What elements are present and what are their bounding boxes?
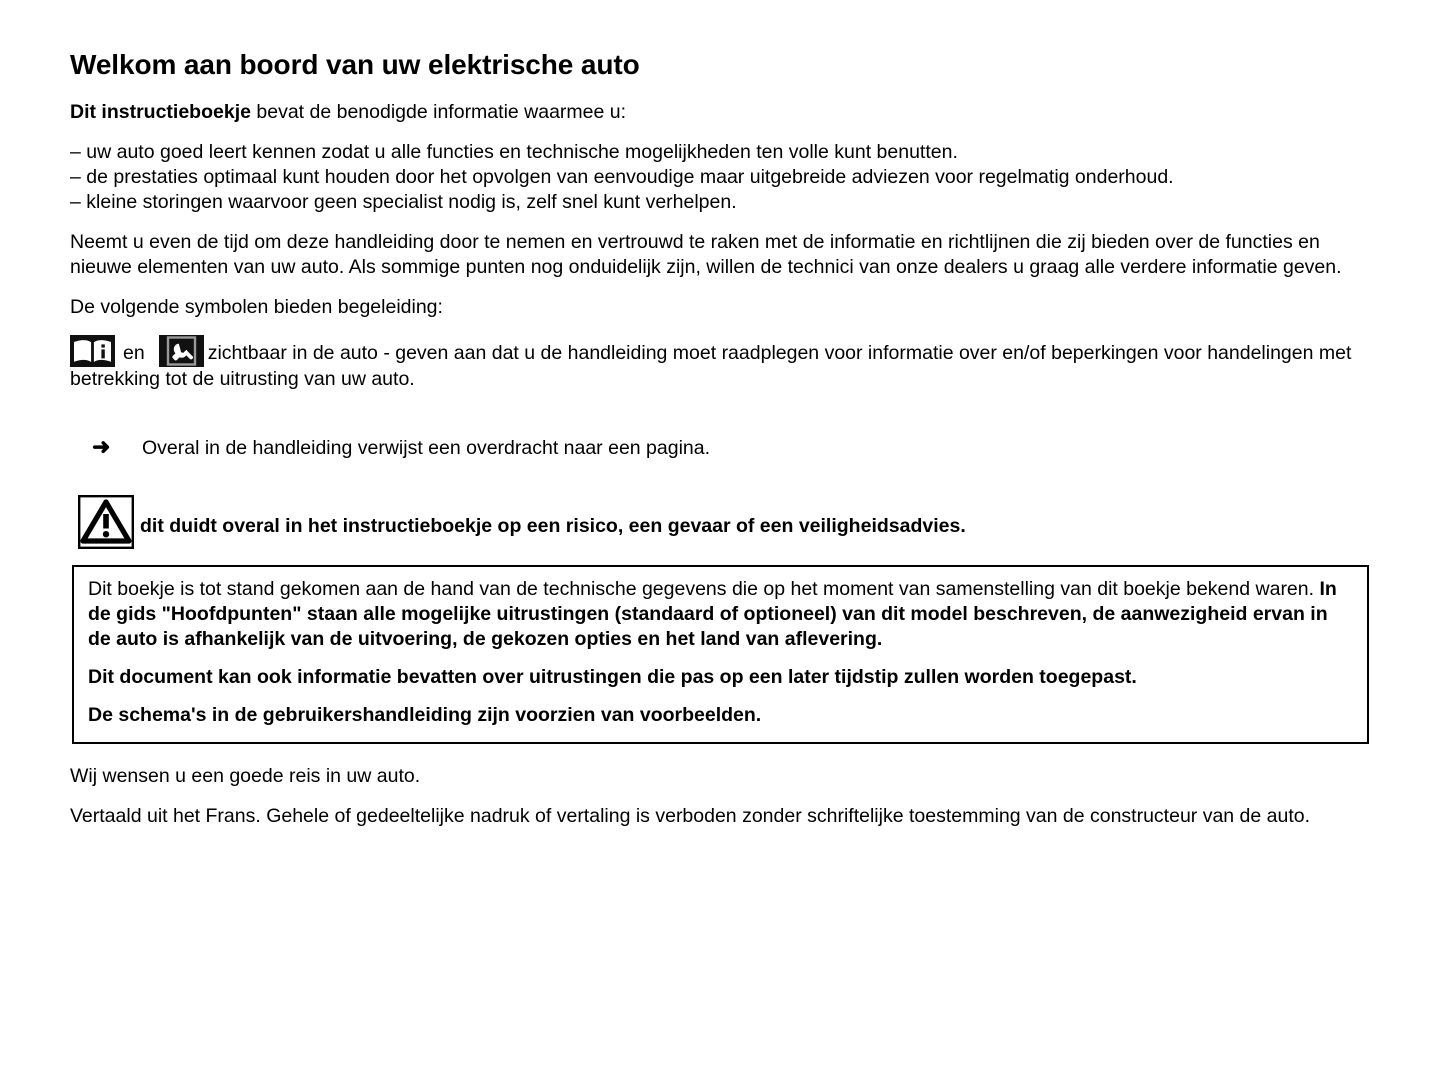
arrow-note-row: [70, 434, 1375, 461]
list-item: – kleine storingen waarvoor geen specialist nodig is, zelf snel kunt verhelpen.: [70, 191, 737, 213]
notice-paragraph-1-bold: In de gids "Hoofdpunten" staan alle mogelijke uitrustingen (standaard of optioneel) van dit model beschreven, de aanwezigheid ervan in de auto is afhankelijk van de uitvoering, de gekozen opties en het land van aflevering.: [88, 578, 1337, 650]
list-item: – de prestaties optimaal kunt houden door het opvolgen van eenvoudige maar uitgebreide adviezen voor regelmatig onderhoud.: [70, 166, 1174, 188]
arrow-right-icon: ➜: [92, 434, 111, 459]
notice-box: [72, 565, 1369, 744]
manual-book-info-icon: [70, 335, 115, 367]
notice-paragraph-2: Dit document kan ook informatie bevatten over uitrustingen die pas op een later tijdstip zullen worden toegepast.: [88, 666, 1137, 688]
notice-paragraph-3: De schema's in de gebruikershandleiding zijn voorzien van voorbeelden.: [88, 704, 762, 726]
arrow-note-text: Overal in de handleiding verwijst een overdracht naar een pagina.: [142, 437, 711, 459]
closing-wish: Wij wensen u een goede reis in uw auto.: [70, 765, 421, 787]
intro-lead-bold: Dit instructieboekje: [70, 101, 251, 123]
warning-note-row: [70, 495, 1375, 549]
page-content: [70, 48, 1375, 844]
symbols-intro-paragraph: De volgende symbolen bieden begeleiding:: [70, 296, 443, 318]
notice-paragraph-1: [88, 577, 1353, 652]
take-time-paragraph: Neemt u even de tijd om deze handleiding door te nemen en vertrouwd te raken met de informatie en richtlijnen die zij bieden over de functies en nieuwe elementen van uw auto. Als sommige punten nog onduidelijk zijn, willen de technici van onze dealers u graag alle verdere informatie geven.: [70, 231, 1342, 278]
warning-triangle-icon: [78, 495, 134, 549]
closing-section: [70, 764, 1375, 829]
symbols-explanation-text: zichtbaar in de auto - geven aan dat u de handleiding moet raadplegen voor informatie over en/of beperkingen voor handelingen met betrekking tot de uitrusting van uw auto.: [70, 342, 1352, 390]
benefits-dash-list: [70, 140, 1375, 215]
intro-lead-paragraph: [70, 100, 1375, 125]
closing-copyright: Vertaald uit het Frans. Gehele of gedeeltelijke nadruk of vertaling is verboden zonder schriftelijke toestemming van de constructeur van de auto.: [70, 805, 1311, 827]
list-item: – uw auto goed leert kennen zodat u alle functies en technische mogelijkheden ten volle kunt benutten.: [70, 141, 958, 163]
wrench-service-icon: [159, 335, 204, 367]
warning-note-text: dit duidt overal in het instructieboekje op een risico, een gevaar of een veiligheidsadvies.: [140, 515, 966, 537]
symbols-explanation-paragraph: [70, 335, 1375, 392]
symbols-conjunction: en: [123, 342, 145, 364]
notice-paragraph-1-regular: Dit boekje is tot stand gekomen aan de hand van de technische gegevens die op het moment van samenstelling van dit boekje bekend waren.: [88, 578, 1320, 600]
page-title: Welkom aan boord van uw elektrische auto: [70, 49, 640, 80]
intro-lead-rest: bevat de benodigde informatie waarmee u:: [250, 101, 627, 123]
